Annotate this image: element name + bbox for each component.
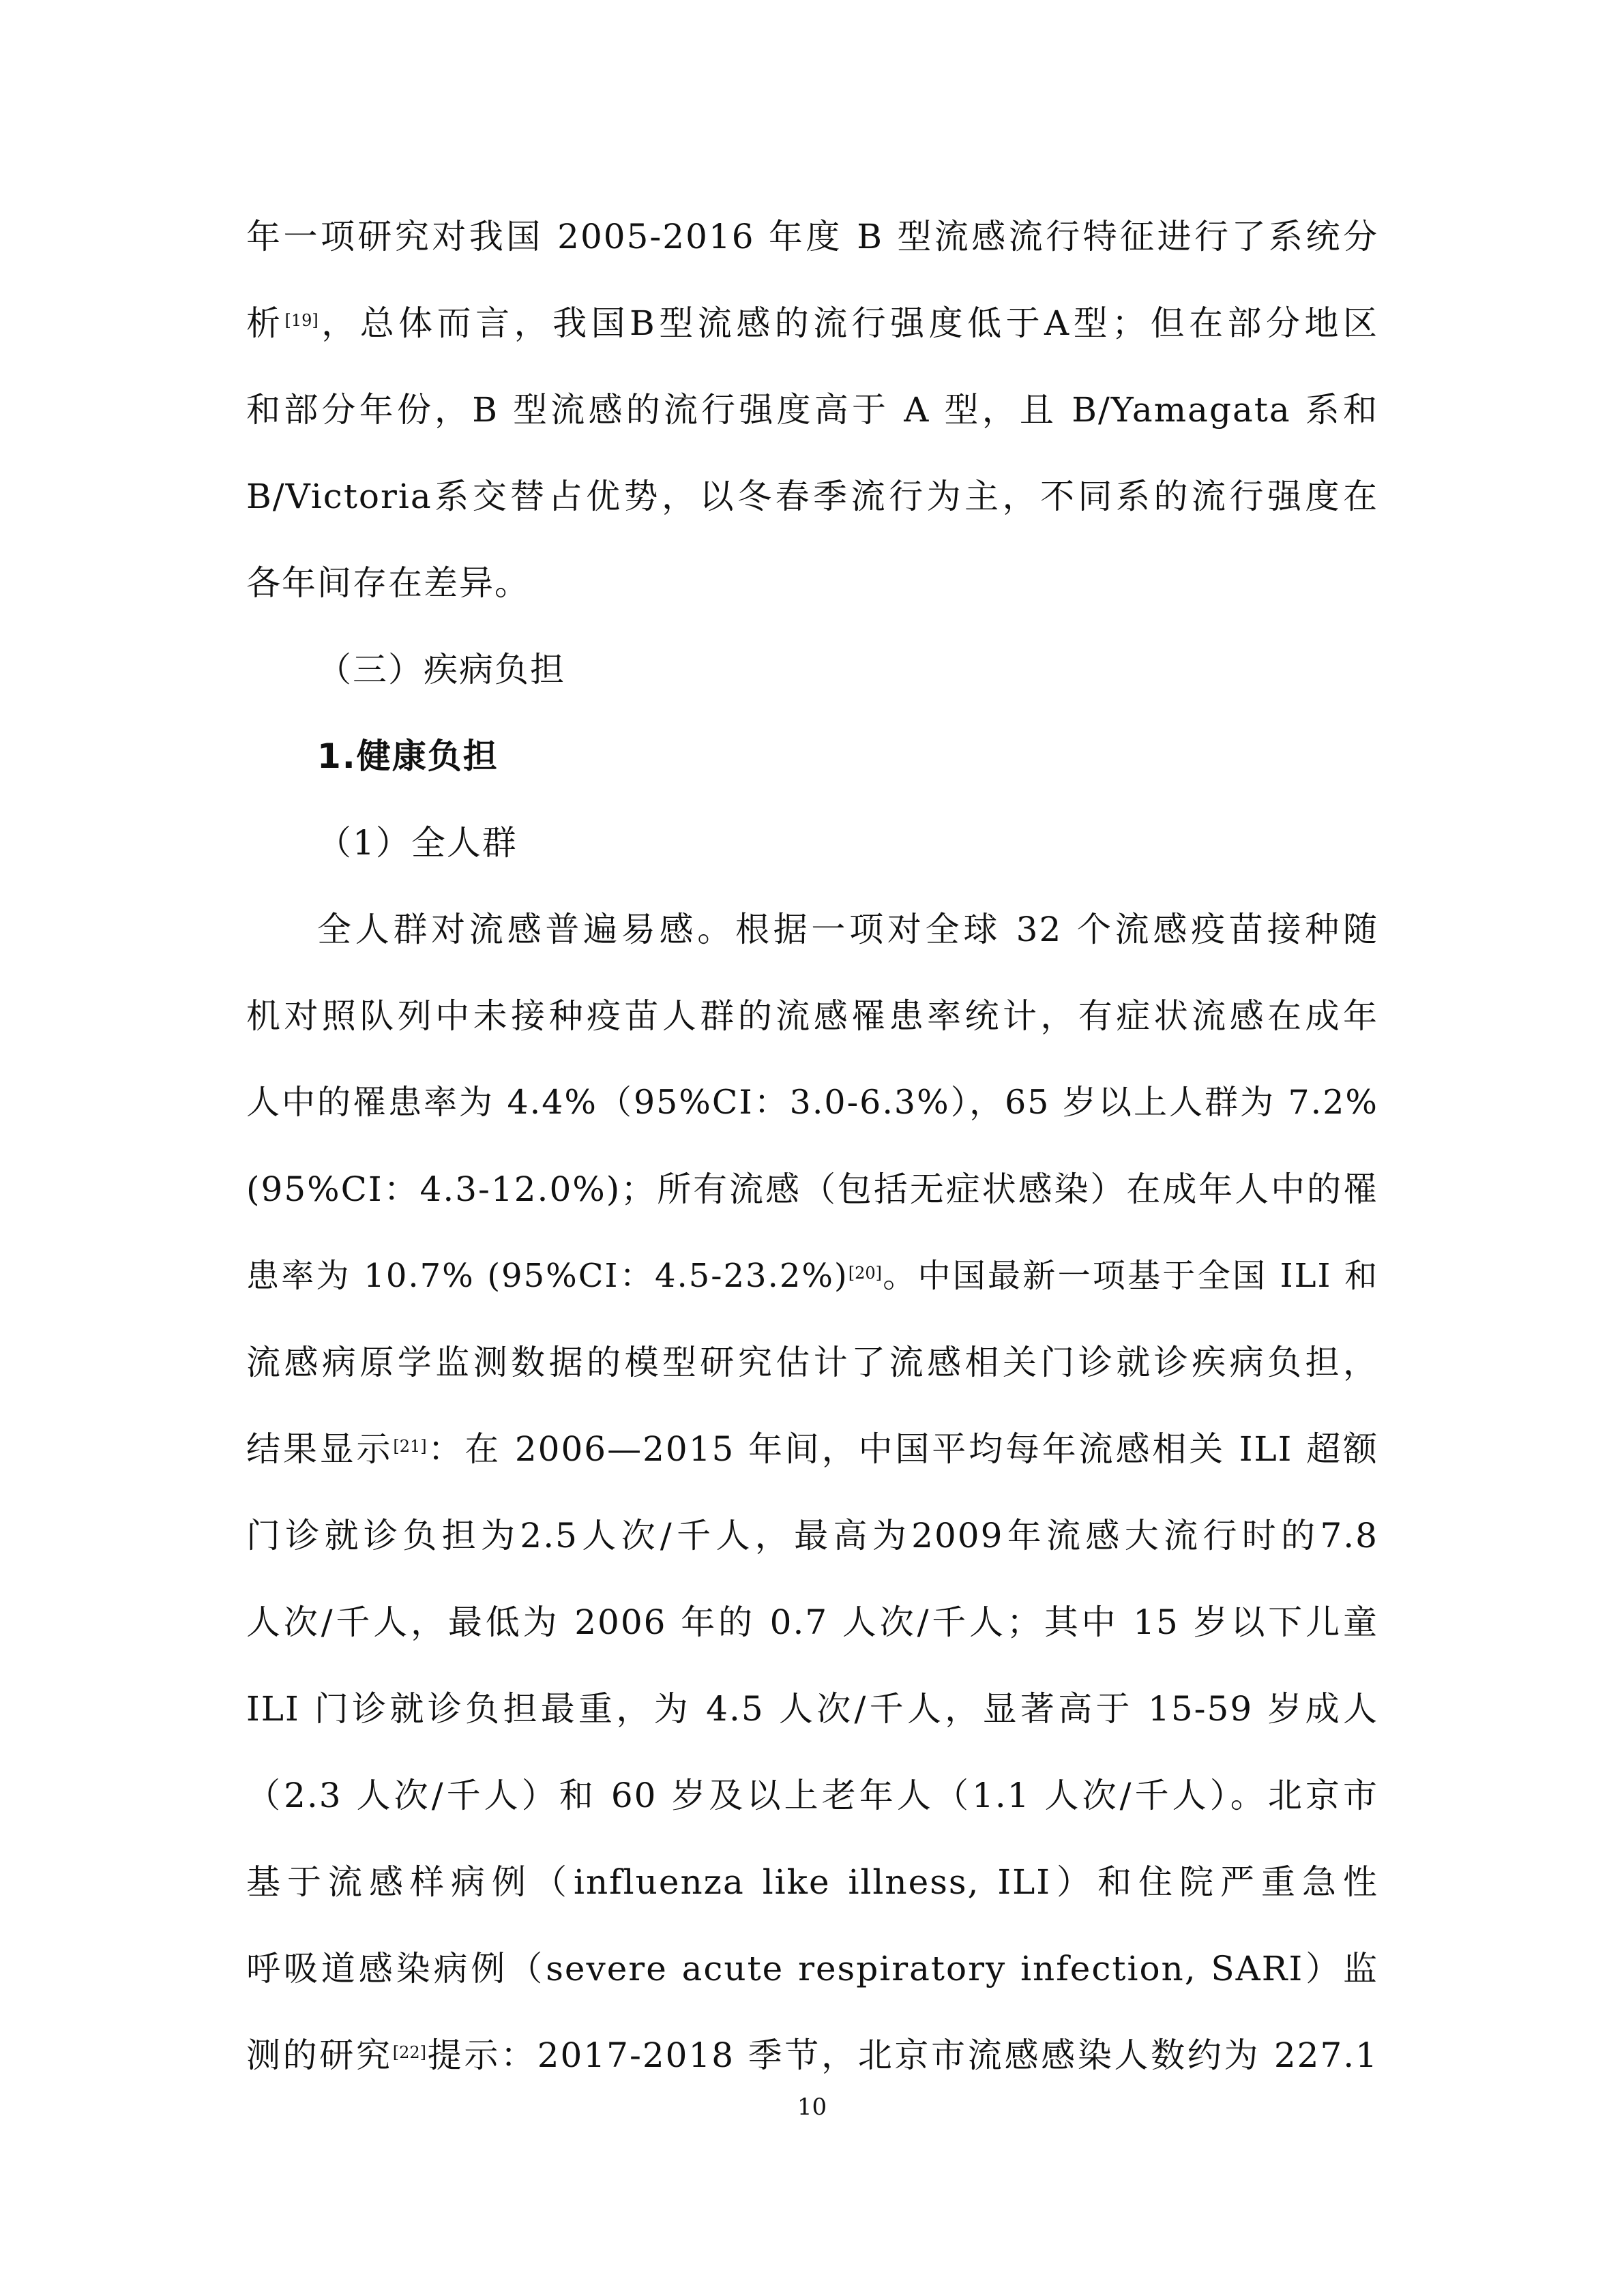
para2-line10: ILI 门诊就诊负担最重，为 4.5 人次/千人，显著高于 15-59 岁成人 <box>246 1689 1378 1729</box>
text-run: 测的研究 <box>246 2036 393 2075</box>
para2-line11: （2.3 人次/千人）和 60 岁及以上老年人（1.1 人次/千人）。北京市 <box>246 1776 1378 1815</box>
para1-line1: 年一项研究对我国 2005-2016 年度 B 型流感流行特征进行了系统分 <box>246 217 1378 256</box>
citation-ref: [21] <box>393 1437 427 1456</box>
para1-line2 <box>246 302 1378 344</box>
sub-subsection-heading: （1）全人群 <box>317 823 518 863</box>
text-run: ：在 2006—2015 年间，中国平均每年流感相关 ILI 超额 <box>426 1429 1378 1469</box>
para2-line3: 人中的罹患率为 4.4%（95%CI：3.0-6.3%），65 岁以上人群为 7.2% <box>246 1083 1378 1122</box>
para2-line9: 人次/千人，最低为 2006 年的 0.7 人次/千人；其中 15 岁以下儿童 <box>246 1602 1378 1642</box>
text-run: 析 <box>246 303 285 343</box>
text-run: 。中国最新一项基于全国 ILI 和 <box>881 1257 1378 1295</box>
page-number: 10 <box>797 2093 827 2121</box>
citation-ref: [20] <box>848 1264 882 1283</box>
para2-line4: (95%CI：4.3-12.0%)；所有流感（包括无症状感染）在成年人中的罹 <box>246 1169 1378 1209</box>
citation-ref: [22] <box>392 2043 426 2062</box>
para2-line1: 全人群对流感普遍易感。根据一项对全球 32 个流感疫苗接种随 <box>317 910 1378 949</box>
text-run: 患率为 10.7% (95%CI：4.5-23.2%) <box>246 1257 848 1295</box>
citation-ref: [19] <box>284 311 319 330</box>
para2-line6: 流感病原学监测数据的模型研究估计了流感相关门诊就诊疾病负担， <box>246 1343 1378 1382</box>
para1-line3: 和部分年份，B 型流感的流行强度高于 A 型，且 B/Yamagata 系和 <box>246 390 1378 430</box>
para2-line2: 机对照队列中未接种疫苗人群的流感罹患率统计，有症状流感在成年 <box>246 996 1378 1036</box>
text-run: 结果显示 <box>246 1429 394 1469</box>
para2-line12: 基于流感样病例（influenza like illness, ILI）和住院严重急性 <box>246 1862 1378 1902</box>
text-run: ，总体而言，我国B型流感的流行强度低于A型；但在部分地区 <box>318 303 1378 343</box>
para2-line7 <box>246 1428 1378 1470</box>
para2-line14 <box>246 2034 1378 2076</box>
text-run: 提示：2017-2018 季节，北京市流感感染人数约为 227.1 <box>426 2036 1378 2075</box>
para2-line5 <box>246 1255 1378 1297</box>
para1-line5: 各年间存在差异。 <box>246 563 530 603</box>
para2-line13: 呼吸道感染病例（severe acute respiratory infection, SARI）监 <box>246 1949 1378 1988</box>
para1-line4: B/Victoria系交替占优势，以冬春季流行为主，不同系的流行强度在 <box>246 477 1378 516</box>
subsection-heading: 1.健康负担 <box>317 736 499 776</box>
section-heading: （三）疾病负担 <box>317 650 565 689</box>
para2-line8: 门诊就诊负担为2.5人次/千人，最高为2009年流感大流行时的7.8 <box>246 1516 1378 1555</box>
